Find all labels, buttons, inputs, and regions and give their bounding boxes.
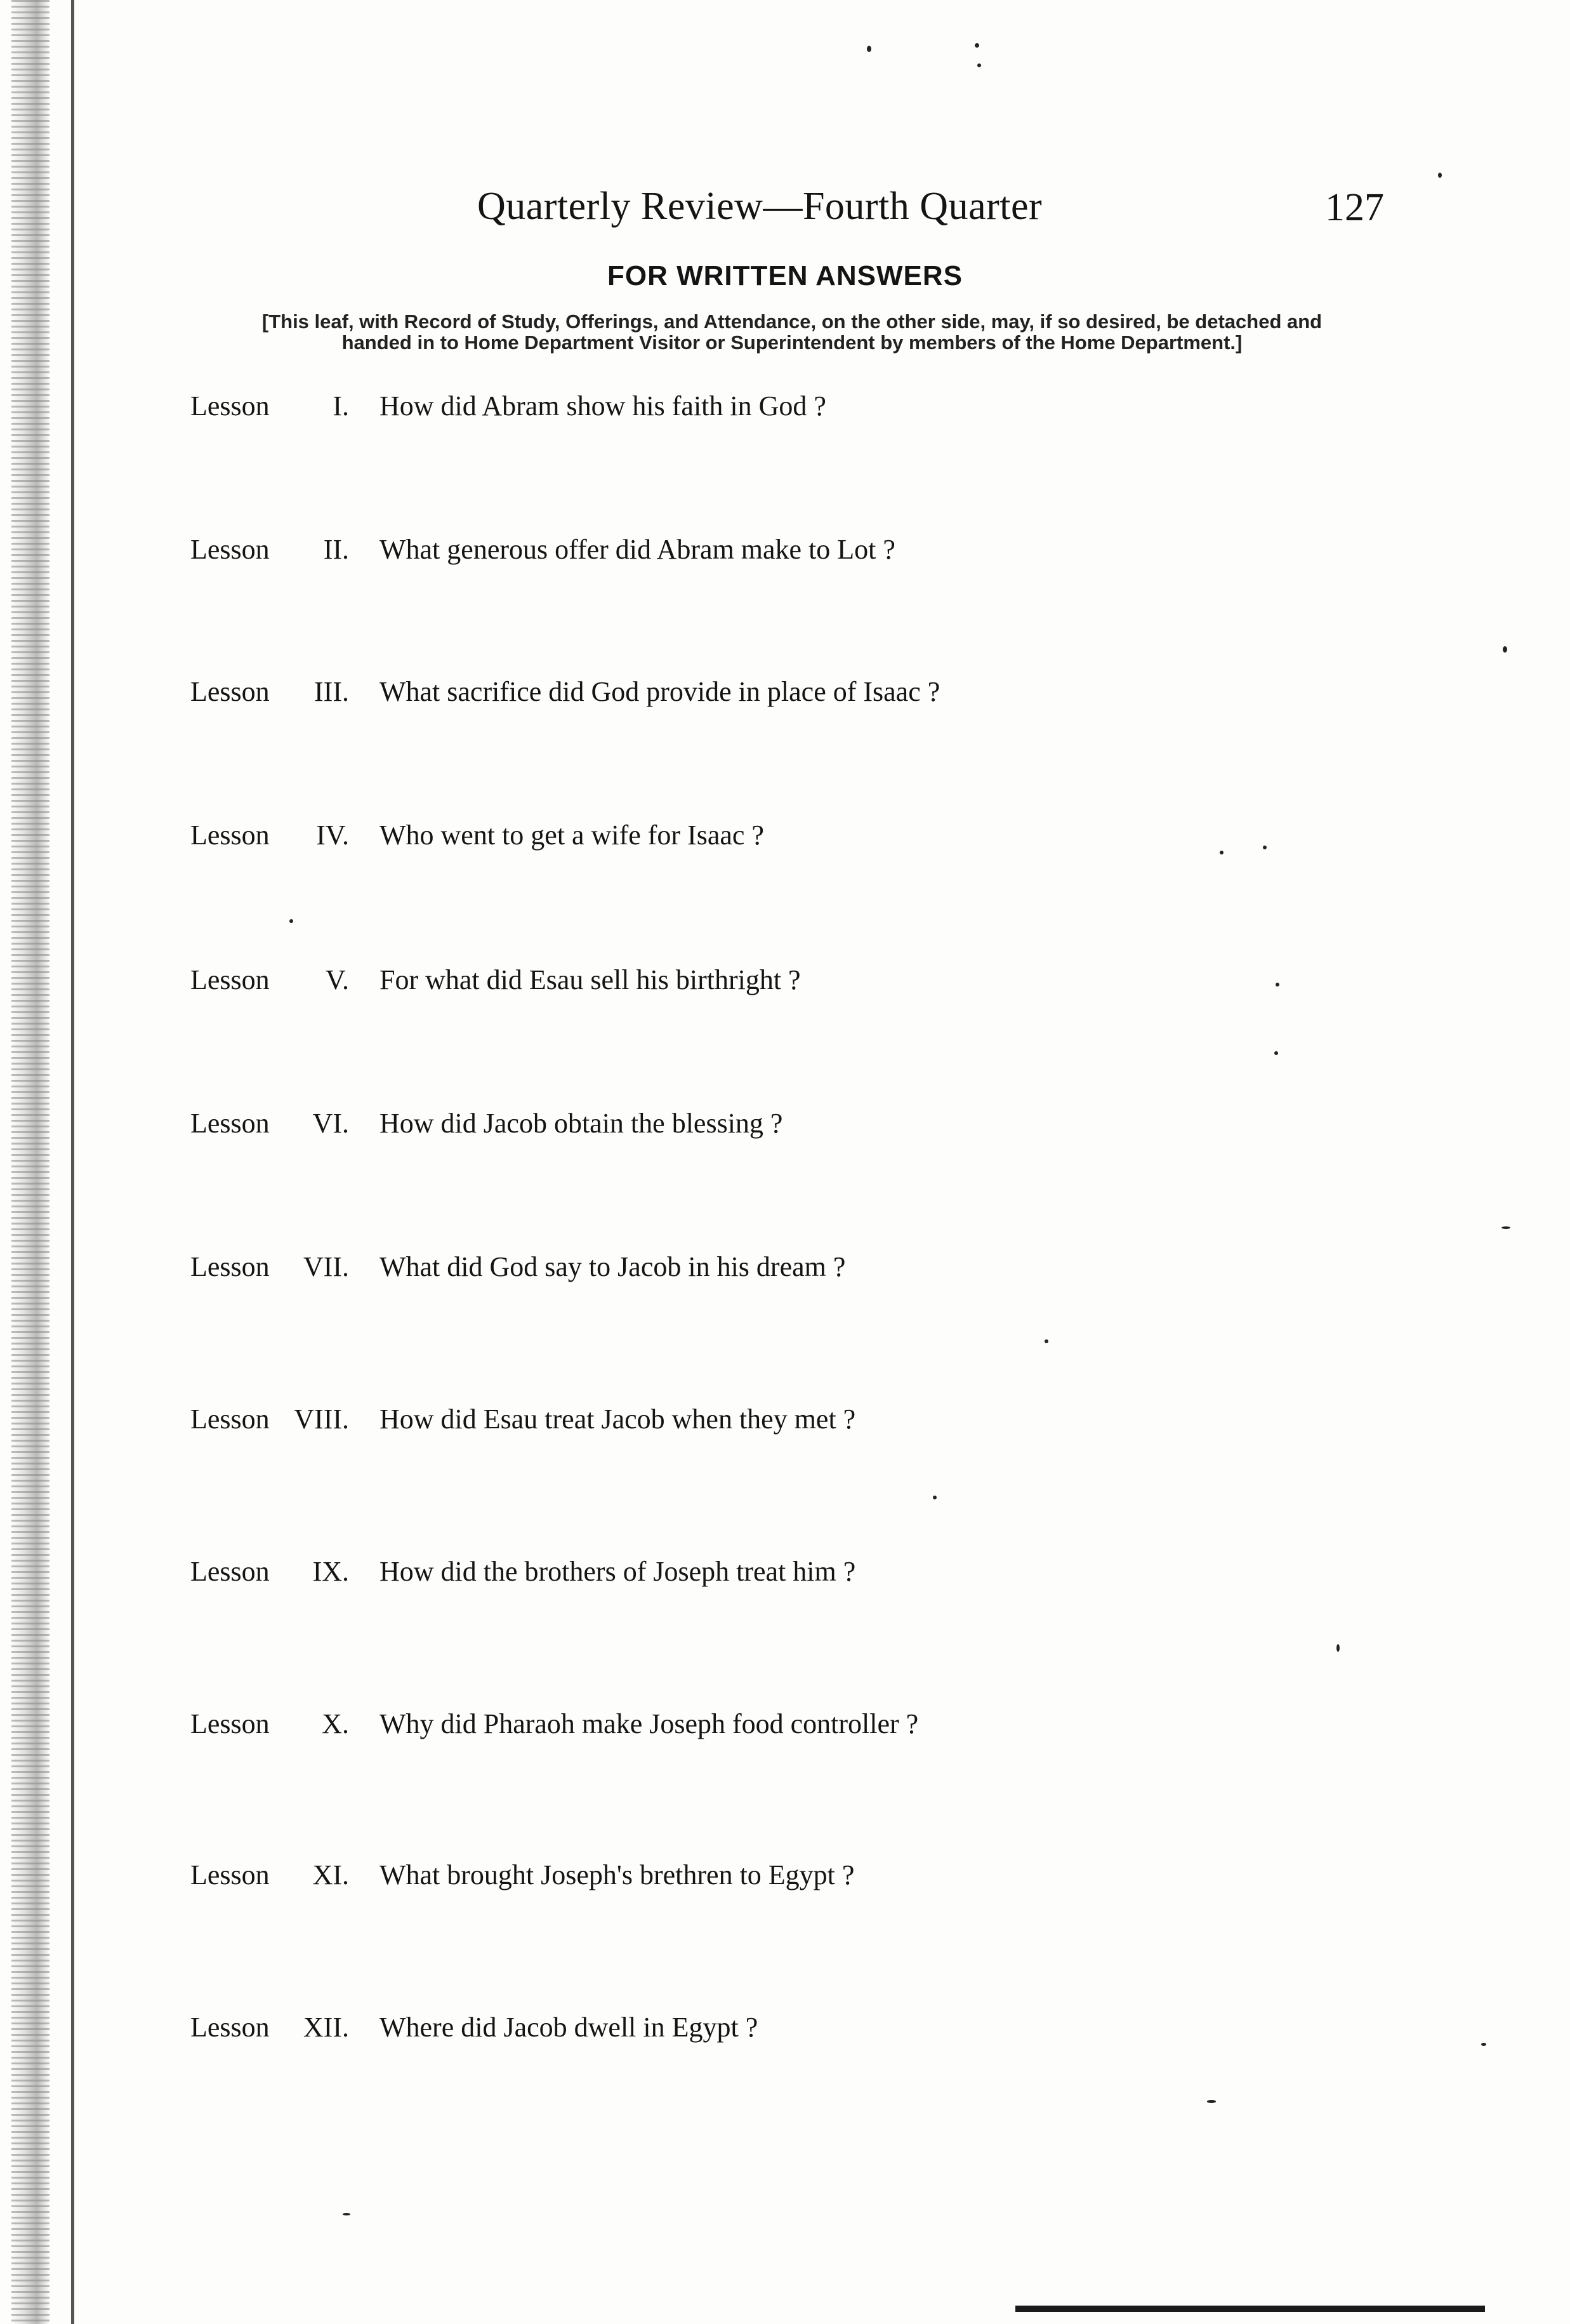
speck <box>1503 646 1507 653</box>
lesson-label: Lesson <box>190 2012 270 2043</box>
question-text: How did the brothers of Joseph treat him ? <box>379 1556 856 1587</box>
lesson-label: Lesson <box>190 820 270 851</box>
speck <box>1501 1226 1510 1229</box>
lesson-question <box>0 533 1570 578</box>
lesson-label: Lesson <box>190 1108 270 1139</box>
lesson-number: II. <box>323 534 349 565</box>
lesson-number: X. <box>322 1708 349 1739</box>
question-text: What generous offer did Abram make to Lot ? <box>379 534 895 565</box>
speck <box>1207 2100 1216 2103</box>
lesson-number: XII. <box>303 2012 349 2043</box>
binding-edge <box>11 0 49 2324</box>
lesson-question <box>0 2011 1570 2055</box>
lesson-label: Lesson <box>190 534 270 565</box>
speck <box>343 2213 350 2215</box>
lesson-number: IX. <box>312 1556 349 1587</box>
speck <box>1274 1051 1278 1055</box>
lesson-number: III. <box>314 676 349 707</box>
speck <box>1336 1644 1340 1652</box>
lesson-number: I. <box>333 390 349 422</box>
lesson-number: VI. <box>312 1108 349 1139</box>
question-text: How did Abram show his faith in God ? <box>379 390 826 422</box>
page-header <box>0 184 1570 254</box>
lesson-label: Lesson <box>190 1251 270 1282</box>
lesson-question <box>0 964 1570 1008</box>
note-line-2: handed in to Home Department Visitor or Superintendent by members of the Home Department.] <box>341 331 1243 354</box>
lesson-question <box>0 1859 1570 1903</box>
question-text: How did Esau treat Jacob when they met ? <box>379 1404 856 1435</box>
speck <box>1045 1339 1048 1343</box>
lesson-question <box>0 1251 1570 1295</box>
speck <box>977 63 981 67</box>
speck <box>975 43 979 48</box>
speck <box>933 1496 937 1499</box>
instruction-note <box>189 311 1395 353</box>
question-text: For what did Esau sell his birthright ? <box>379 964 801 995</box>
lesson-label: Lesson <box>190 1859 270 1890</box>
question-text: What brought Joseph's brethren to Egypt ? <box>379 1859 855 1890</box>
lesson-question <box>0 390 1570 434</box>
lesson-label: Lesson <box>190 964 270 995</box>
question-text: What sacrifice did God provide in place of Isaac ? <box>379 676 940 707</box>
question-text: How did Jacob obtain the blessing ? <box>379 1108 783 1139</box>
lesson-number: IV. <box>316 820 349 851</box>
section-subtitle <box>0 260 1570 292</box>
subtitle-text: FOR WRITTEN ANSWERS <box>607 260 963 291</box>
lesson-number: VII. <box>303 1251 349 1282</box>
lesson-number: XI. <box>312 1859 349 1890</box>
lesson-question <box>0 1107 1570 1152</box>
lesson-label: Lesson <box>190 1404 270 1435</box>
lesson-label: Lesson <box>190 676 270 707</box>
lesson-label: Lesson <box>190 1556 270 1587</box>
lesson-question <box>0 675 1570 720</box>
bottom-rule <box>1015 2306 1485 2312</box>
lesson-number: VIII. <box>294 1404 349 1435</box>
question-text: Why did Pharaoh make Joseph food controller ? <box>379 1708 919 1739</box>
question-text: What did God say to Jacob in his dream ? <box>379 1251 846 1282</box>
lesson-label: Lesson <box>190 390 270 422</box>
question-text: Where did Jacob dwell in Egypt ? <box>379 2012 758 2043</box>
binding-line <box>71 0 74 2324</box>
question-text: Who went to get a wife for Isaac ? <box>379 820 764 851</box>
page-number: 127 <box>1325 186 1384 229</box>
lesson-question <box>0 1555 1570 1600</box>
lesson-question <box>0 1403 1570 1447</box>
speck <box>1438 173 1442 178</box>
speck <box>867 46 871 52</box>
lesson-question <box>0 1708 1570 1752</box>
note-line-1: [This leaf, with Record of Study, Offerings, and Attendance, on the other side, may, if so desired, be detached and <box>261 310 1323 333</box>
lesson-label: Lesson <box>190 1708 270 1739</box>
lesson-number: V. <box>325 964 349 995</box>
speck <box>289 919 293 923</box>
lesson-question <box>0 819 1570 863</box>
page-title: Quarterly Review—Fourth Quarter <box>477 185 1043 228</box>
